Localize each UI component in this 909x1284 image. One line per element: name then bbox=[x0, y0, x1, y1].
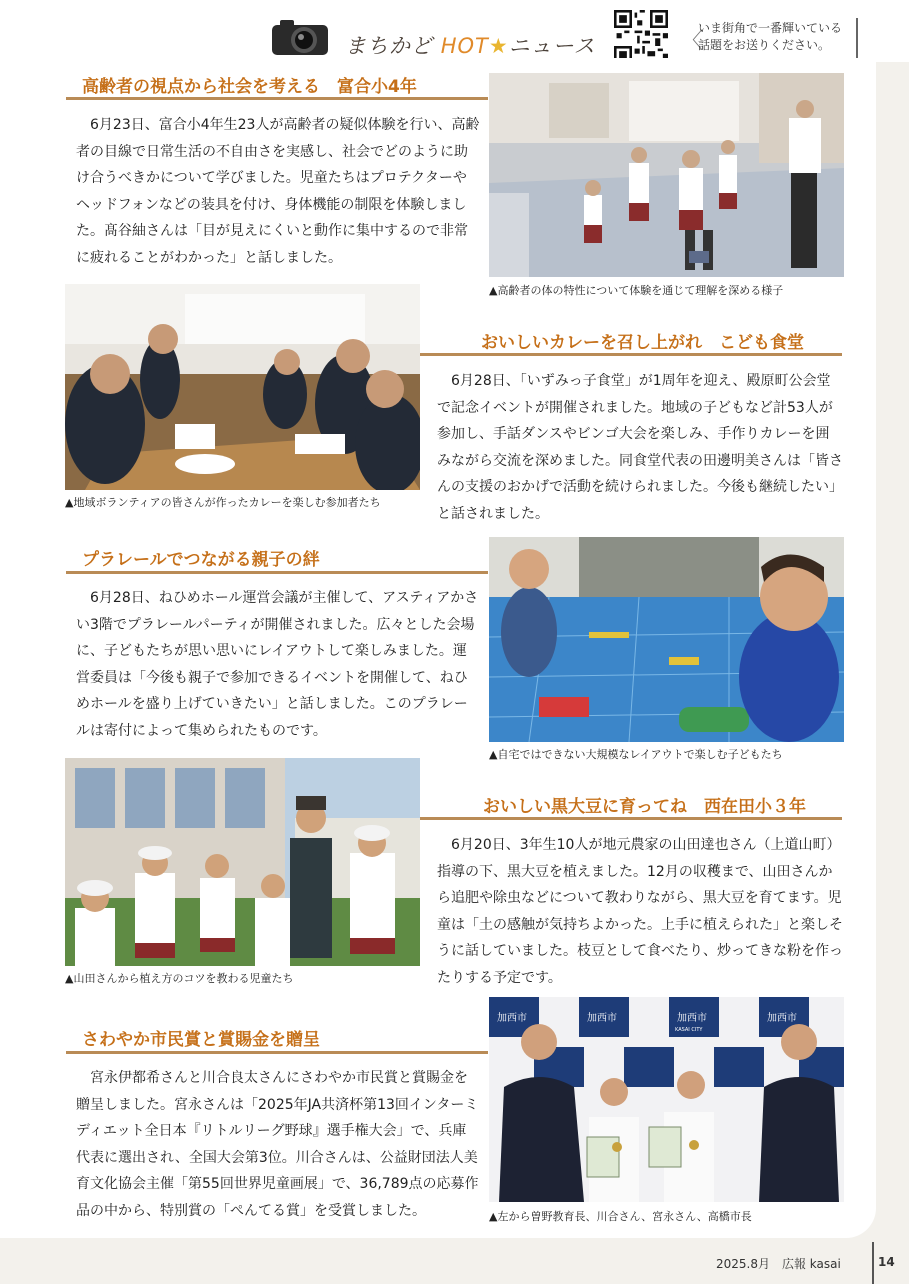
article-4-photo bbox=[65, 758, 420, 966]
article-3-photo bbox=[489, 537, 844, 742]
header-divider bbox=[856, 18, 858, 58]
header-tagline: いま街角で一番輝いている話題をお送りください。 bbox=[698, 21, 843, 52]
article-5-photo bbox=[489, 997, 844, 1202]
bracket-decoration: 〈 bbox=[681, 29, 704, 54]
camera-icon bbox=[270, 17, 332, 57]
section-title: まちかど HOT★ニュース bbox=[345, 34, 596, 58]
sign-city-3: 加西市 bbox=[677, 1013, 707, 1024]
sign-city-2: 加西市 bbox=[587, 1013, 617, 1024]
article-3-heading: プラレールでつながる親子の絆 bbox=[82, 550, 320, 570]
article-2-photo bbox=[65, 284, 420, 490]
article-2-caption: ▲地域ボランティアの皆さんが作ったカレーを楽しむ参加者たち bbox=[65, 496, 381, 509]
article-1-photo bbox=[489, 73, 844, 277]
sign-city-4: 加西市 bbox=[767, 1013, 797, 1024]
article-4-body: 6月20日、3年生10人が地元農家の山田達也さん（上道山町）指導の下、黒大豆を植えました。12月の収穫まで、山田さんから追肥や除虫などについて教わりながら、黒大豆を育てます。児童は「土の感触が気持ちよかった。上手に植えられた」と楽しそうに話していました。枝豆として食べたり、炒ってきな粉を作ったりする予定です。 bbox=[437, 837, 843, 986]
article-1-caption: ▲高齢者の体の特性について体験を通じて理解を深める様子 bbox=[489, 284, 784, 297]
article-1-body: 6月23日、富合小4年生23人が高齢者の疑似体験を行い、高齢者の目線で日常生活の不自由さを実感し、社会でどのように助け合うべきかについて学びました。児童たちはプロテクターやヘッドフォンなどの装具を付け、身体機能の制限を体験しました。髙谷紬さんは「目が見えにくいと動作に集中するので非常に疲れることがわかった」と話しました。 bbox=[76, 117, 480, 266]
article-5-rule bbox=[66, 1051, 488, 1054]
article-5-heading: さわやか市民賞と賞賜金を贈呈 bbox=[82, 1030, 320, 1050]
article-5-caption: ▲左から曽野教育長、川合さん、宮永さん、高橋市長 bbox=[489, 1210, 752, 1223]
article-2-body: 6月28日、「いずみっ子食堂」が1周年を迎え、殿原町公会堂で記念イベントが開催されました。地域の子どもなど計53人が参加し、手話ダンスやビンゴ大会を楽しみ、手作りカレーを囲みながら交流を深めました。同食堂代表の田邊明美さんは「皆さんの支援のおかげで活動を続けられました。今後も継続したい」と話されました。 bbox=[437, 373, 843, 522]
qr-code-icon[interactable] bbox=[614, 10, 668, 64]
page-number: 14 bbox=[878, 1255, 895, 1269]
page-header bbox=[0, 0, 909, 62]
article-4-rule bbox=[420, 817, 842, 820]
footer-divider bbox=[872, 1242, 874, 1284]
article-3-caption: ▲自宅ではできない大規模なレイアウトで楽しむ子どもたち bbox=[489, 748, 783, 761]
sign-city-en: KASAI CITY bbox=[675, 1027, 703, 1033]
article-3-body: 6月28日、ねひめホール運営会議が主催して、アスティアかさい3階でプラレールパーティが開催されました。広々とした会場に、子どもたちが思い思いにレイアウトして楽しみました。運営委員は「今後も親子で参加できるイベントを開催して、ねひめホールを盛り上げていきたい」と話しました。このプラレールは寄付によって集められたものです。 bbox=[76, 590, 479, 739]
article-4-caption: ▲山田さんから植え方のコツを教わる児童たち bbox=[65, 972, 294, 985]
article-5-body: 宮永伊都希さんと川合良太さんにさわやか市民賞と賞賜金を贈呈しました。宮永さんは「2025年JA共済杯第13回インターミディエット全日本『リトルリーグ野球』選手権大会」で、兵庫代表に選出され、全国大会第3位。川合さんは、公益財団法人美育文化協会主催「第55回世界児童画展」で、36,789点の応募作品の中から、特別賞の「ぺんてる賞」を受賞しました。 bbox=[76, 1070, 479, 1219]
article-2-heading: おいしいカレーを召し上がれ こども食堂 bbox=[481, 333, 804, 353]
article-3-rule bbox=[66, 571, 488, 574]
article-2-rule bbox=[420, 353, 842, 356]
footer-date: 2025.8月 広報 kasai bbox=[716, 1257, 841, 1271]
sign-city-1: 加西市 bbox=[497, 1013, 527, 1024]
article-1-rule bbox=[66, 97, 488, 100]
article-1-heading: 高齢者の視点から社会を考える 富合小4年 bbox=[82, 77, 417, 97]
article-4-heading: おいしい黒大豆に育ってね 西在田小３年 bbox=[483, 797, 806, 817]
